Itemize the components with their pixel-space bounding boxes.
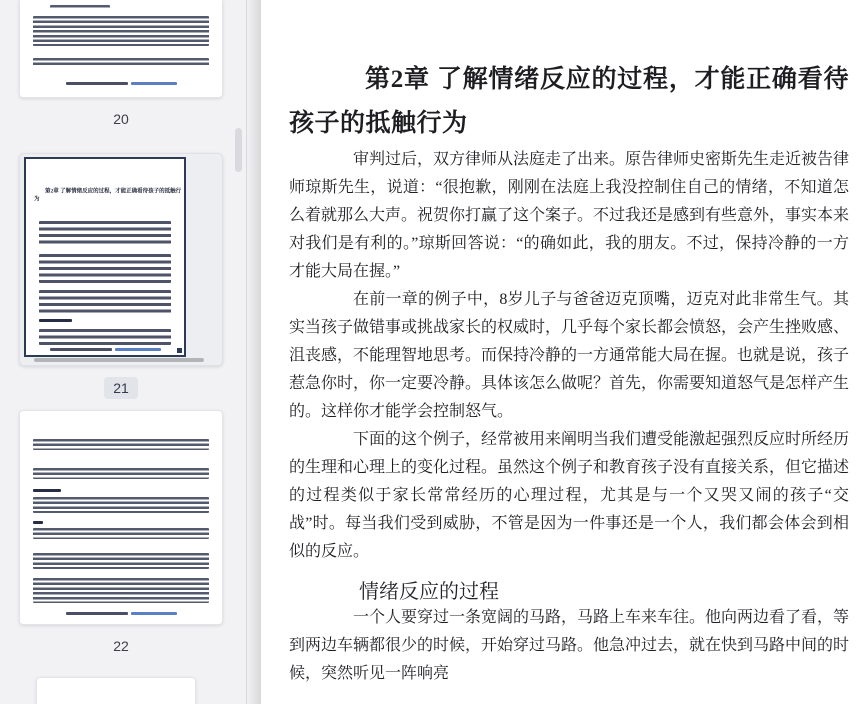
thumbnail-text-block (33, 553, 209, 569)
page-number-badge: 21 (104, 377, 138, 399)
thumbnail-text-block (33, 528, 209, 539)
page-thumbnail-22[interactable] (19, 410, 223, 625)
paragraph: 审判过后，双方律师从法庭走了出来。原告律师史密斯先生走近被告律师琼斯先生，说道：“很抱歉，刚刚在法庭上我没控制住自己的情绪，不知道怎么着就那么大声。祝贺你打赢了这个案子。不过我还是感到有些意外，事实本来对我们是有利的。”琼斯回答说：“的确如此，我的朋友。不过，保持冷静的一方才能大局在握。” (289, 151, 850, 280)
page-number-label-22 (19, 636, 223, 656)
page-number-text: 20 (113, 111, 129, 127)
thumbnail-text-block (39, 329, 171, 345)
page-thumbnail-21-selected[interactable] (19, 153, 223, 366)
panel-divider (246, 0, 261, 704)
section-heading: 情绪反应的过程 (359, 581, 499, 603)
page-thumbnail-20[interactable] (19, 0, 223, 98)
thumbnail-text-block (33, 58, 209, 66)
thumbnail-horizontal-scrollbar[interactable] (34, 358, 204, 362)
thumbnail-text-block (39, 254, 171, 283)
page-number-label-20 (19, 109, 223, 129)
paragraph: 下面的这个例子，经常被用来阐明当我们遭受能激起强烈反应时所经历的生理和心理上的变化过程。虽然这个例子和教育孩子没有直接关系，但它描述的过程类似于家长常常经历的心理过程，尤其是与一个又哭又闹的孩子“交战”时。每当我们受到威胁，不管是因为一件事还是一个人，我们都会体会到相似的反应。 (289, 431, 850, 560)
thumbnail-page-21 (24, 157, 186, 357)
page-thumbnail-next-partial[interactable] (36, 677, 196, 704)
thumbnail-text-block (33, 497, 209, 513)
document-page-inner (261, 0, 863, 688)
page-number-text: 22 (113, 638, 129, 654)
thumbnail-text-block (33, 578, 209, 603)
thumbnail-subheading-block (33, 489, 61, 492)
paragraph: 在前一章的例子中，8岁儿子与爸爸迈克顶嘴，迈克对此非常生气。其实当孩子做错事或挑战家长的权威时，几乎每个家长都会愤怒，会产生挫败感、沮丧感，不能理智地思考。而保持冷静的一方通常能大局在握。也就是说，孩子惹急你时，你一定要冷静。具体该怎么做呢？首先，你需要知道怒气是怎样产生的。这样你才能学会控制怒气。 (289, 291, 850, 420)
thumbnail-text-block (33, 16, 209, 46)
thumbnail-text-block (33, 439, 209, 450)
thumbnail-corner-handle (177, 348, 182, 353)
thumbnail-text-block (50, 5, 110, 8)
thumbnail-text-block (33, 468, 209, 479)
thumbnail-sidebar (0, 0, 246, 704)
thumbnail-chapter-title: 第2章 了解情绪反应的过程，才能正确看待孩子的抵触行为 (34, 188, 182, 202)
document-page (261, 0, 863, 704)
chapter-title: 第2章 了解情绪反应的过程，才能正确看待孩子的抵触行为 (289, 66, 849, 137)
watermark-line (20, 612, 222, 615)
page-number-label-21 (19, 377, 223, 397)
watermark-line (26, 348, 184, 351)
thumbnail-subheading-block (39, 319, 72, 322)
thumbnail-text-block (39, 221, 171, 244)
paragraph: 一个人要穿过一条宽阔的马路，马路上车来车往。他向两边看了看，等到两边车辆都很少的时候，开始穿过马路。他急冲过去，就在快到马路中间的时候，突然听见一阵响亮 (289, 609, 850, 682)
thumbnail-subheading-block (33, 521, 43, 524)
thumbnail-text-block (39, 290, 171, 313)
watermark-line (20, 82, 222, 85)
sidebar-scrollbar[interactable] (235, 128, 242, 172)
